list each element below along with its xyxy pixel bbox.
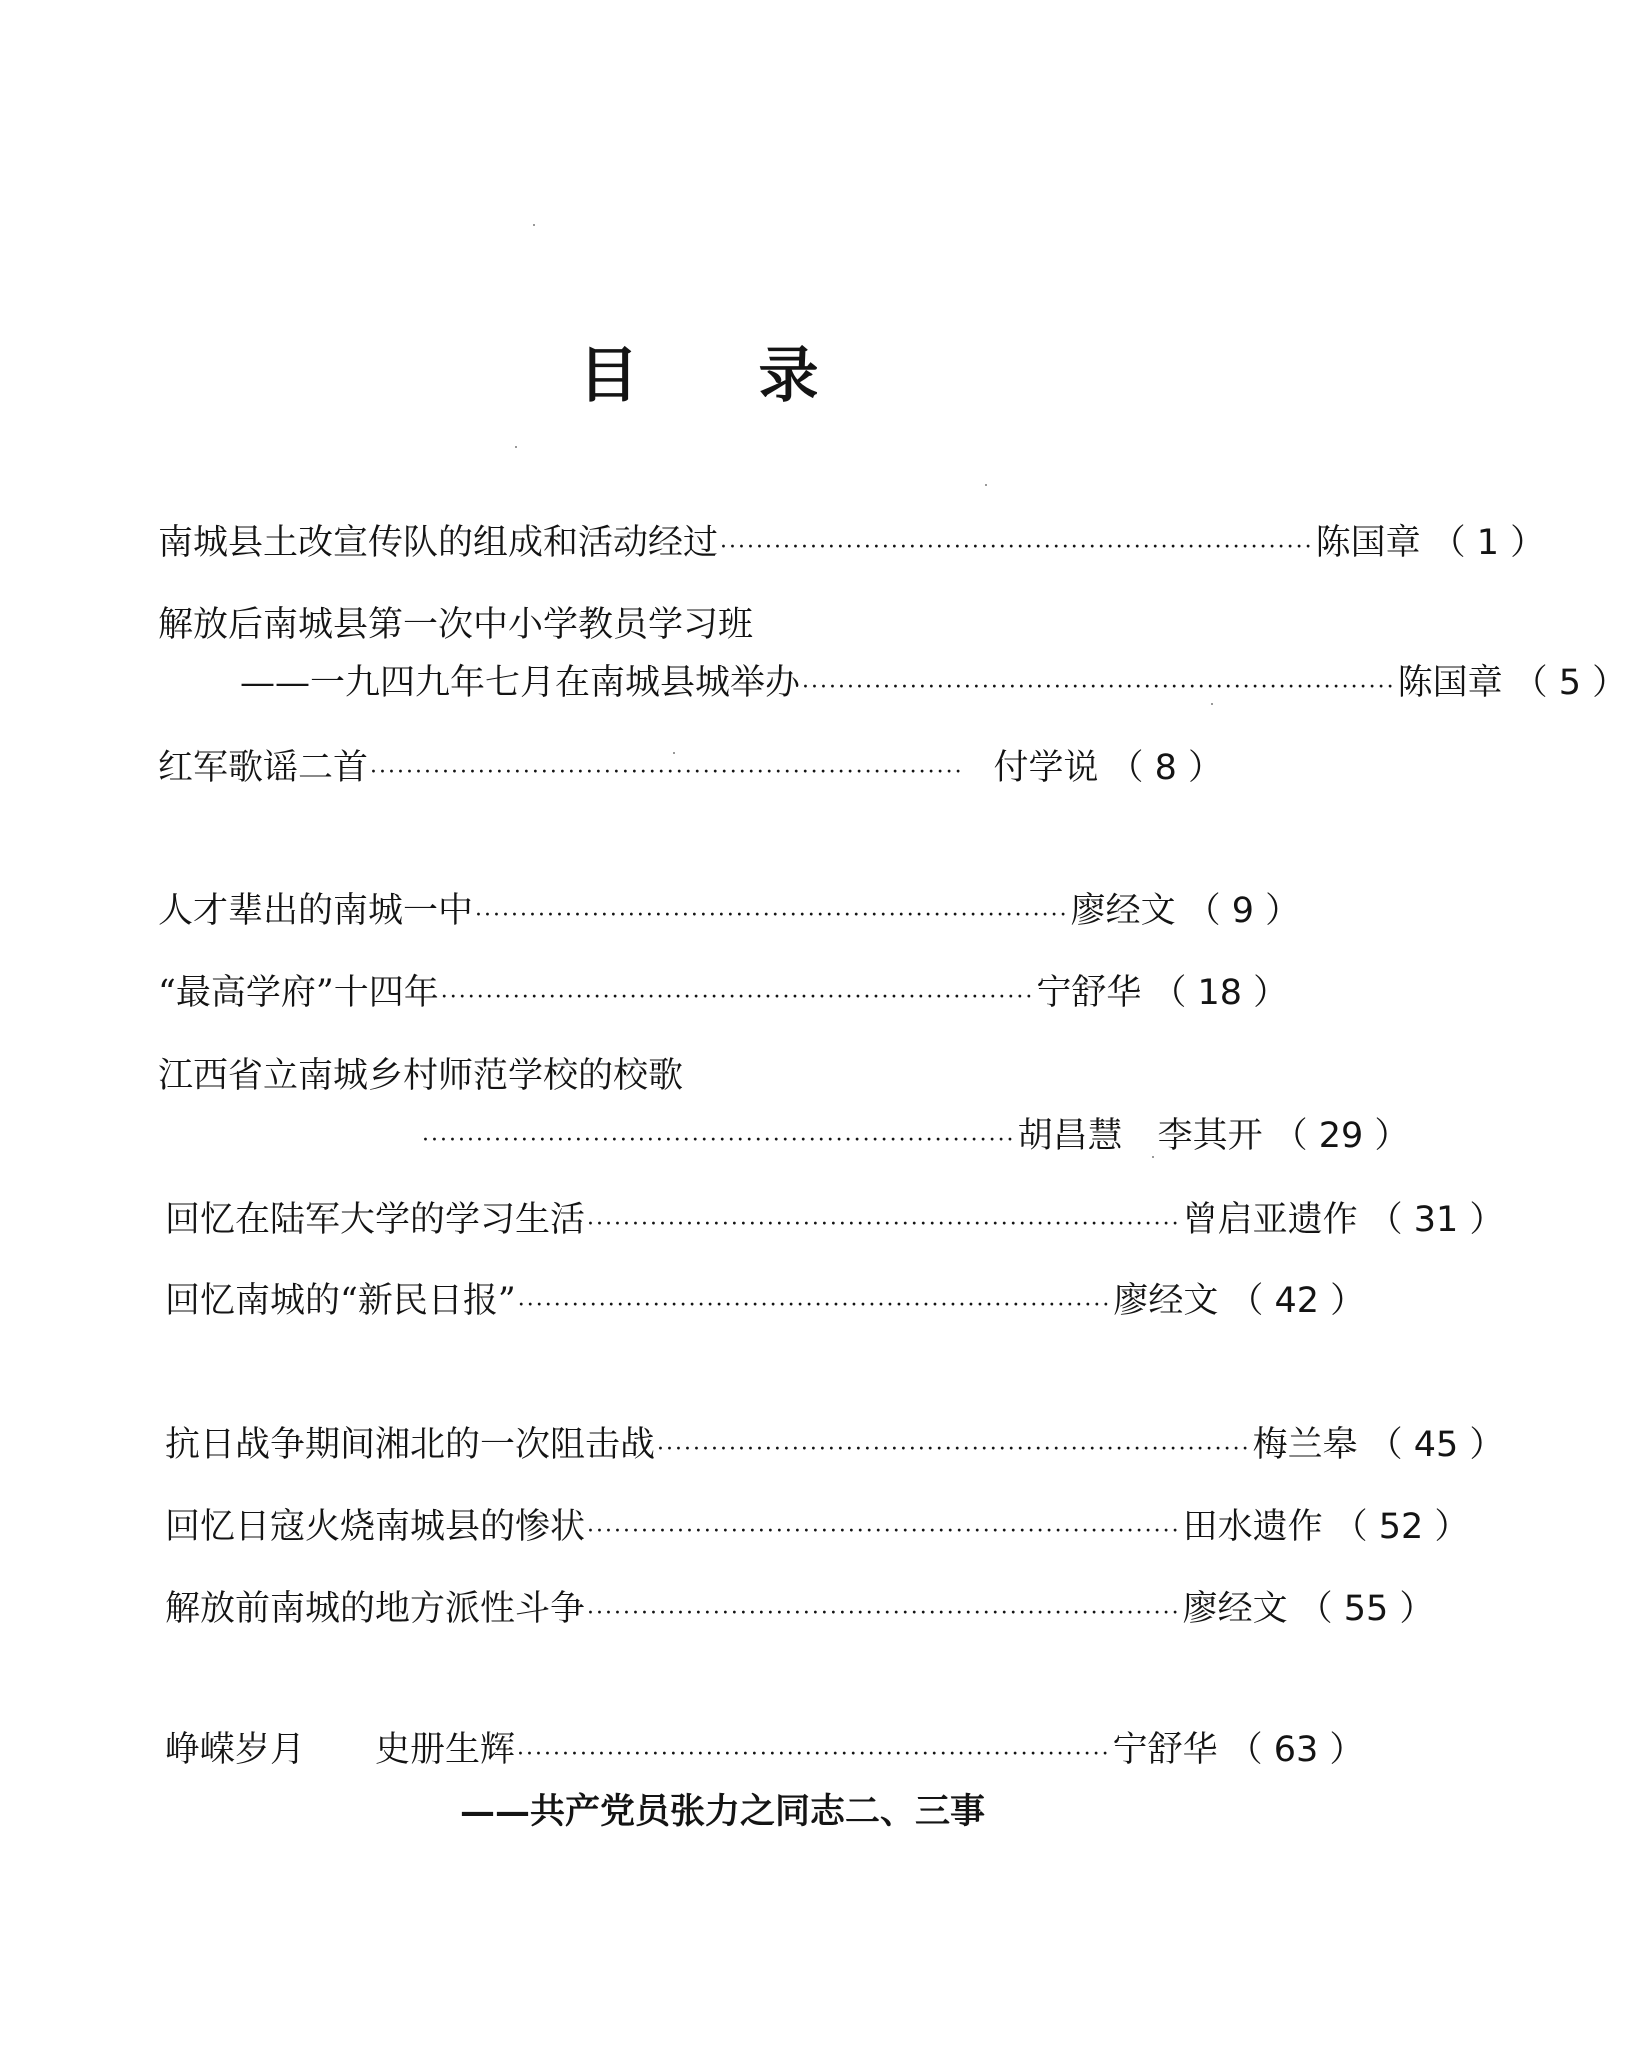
- scan-speck: [673, 752, 675, 754]
- entry-title: 南城县土改宣传队的组成和活动经过: [158, 523, 719, 563]
- entry-author: 宁舒华: [1112, 1730, 1218, 1770]
- toc-entry-4[interactable]: [158, 888, 1301, 939]
- entry-author: 陈国章: [1315, 523, 1421, 563]
- toc-entry-9[interactable]: [165, 1422, 1505, 1473]
- scan-speck: [533, 224, 535, 226]
- entry-author: 宁舒华: [1036, 973, 1142, 1013]
- title-char-1: 目: [578, 341, 639, 411]
- dot-leader: ··································································: [422, 1128, 1016, 1153]
- entry-author: 曾启亚遗作: [1182, 1200, 1358, 1240]
- entry-page: （ 18 ）: [1151, 973, 1289, 1013]
- entry-title: 解放前南城的地方派性斗争: [165, 1589, 586, 1629]
- toc-entry-5[interactable]: [158, 970, 1289, 1021]
- toc-entry-1[interactable]: [158, 520, 1546, 571]
- entry-page: （ 63 ）: [1227, 1730, 1365, 1770]
- entry-title: 回忆南城的“新民日报”: [165, 1281, 516, 1321]
- entry-author: 廖经文: [1182, 1589, 1288, 1629]
- entry-page: （ 1 ）: [1430, 523, 1546, 563]
- scan-speck: [985, 484, 987, 486]
- entry-author: 陈国章: [1397, 663, 1503, 703]
- toc-entry-6-title[interactable]: 江西省立南城乡村师范学校的校歌: [158, 1056, 684, 1096]
- scan-speck: [1211, 703, 1213, 705]
- entry-title: “最高学府”十四年: [158, 973, 439, 1013]
- toc-entry-10[interactable]: [165, 1504, 1470, 1555]
- dot-leader: ··································································: [517, 1293, 1112, 1318]
- entry-title: 回忆在陆军大学的学习生活: [165, 1200, 586, 1240]
- toc-entry-8[interactable]: [165, 1278, 1366, 1329]
- toc-entry-12[interactable]: [165, 1727, 1365, 1778]
- entry-page: （ 55 ）: [1297, 1589, 1435, 1629]
- entry-author: 廖经文: [1113, 1281, 1219, 1321]
- dot-leader: ··································································: [475, 903, 1069, 928]
- entry-author: 胡昌慧 李其开: [1017, 1116, 1263, 1156]
- entry-title: 红军歌谣二首: [158, 748, 369, 788]
- toc-entry-6[interactable]: [422, 1113, 1410, 1164]
- entry-page: （ 8 ）: [1108, 748, 1223, 788]
- dot-leader: ··································································: [587, 1601, 1181, 1626]
- scan-speck: [1152, 1156, 1154, 1158]
- page-title: [0, 328, 1397, 414]
- entry-title: 峥嵘岁月 史册生辉: [165, 1730, 516, 1770]
- entry-author: 付学说: [993, 748, 1099, 788]
- entry-title: 人才辈出的南城一中: [158, 891, 474, 931]
- title-char-2: 录: [758, 341, 819, 411]
- dot-leader: ··································································: [370, 760, 964, 785]
- entry-page: （ 31 ）: [1367, 1200, 1505, 1240]
- toc-entry-2-title[interactable]: 解放后南城县第一次中小学教员学习班: [158, 605, 754, 645]
- dot-leader: ··································································: [587, 1519, 1181, 1544]
- entry-title: 抗日战争期间湘北的一次阻击战: [165, 1425, 656, 1465]
- dot-leader: ··································································: [802, 675, 1396, 700]
- dot-leader: ··································································: [440, 985, 1035, 1010]
- toc-entry-12-subtitle: ——共产党员张力之同志二、三事: [460, 1791, 986, 1832]
- entry-author: 廖经文: [1070, 891, 1176, 931]
- entry-page: （ 45 ）: [1367, 1425, 1505, 1465]
- entry-page: （ 29 ）: [1272, 1116, 1410, 1156]
- toc-entry-7[interactable]: [165, 1197, 1505, 1248]
- dot-leader: ··································································: [720, 535, 1314, 560]
- entry-page: （ 42 ）: [1228, 1281, 1366, 1321]
- dot-leader: ··································································: [657, 1437, 1251, 1462]
- entry-author: 田水遗作: [1182, 1507, 1323, 1547]
- toc-entry-2[interactable]: [240, 660, 1627, 711]
- entry-subtitle: ——一九四九年七月在南城县城举办: [240, 663, 801, 703]
- entry-page: （ 5 ）: [1512, 663, 1627, 703]
- toc-entry-3[interactable]: [158, 745, 1223, 796]
- entry-title: 回忆日寇火烧南城县的惨状: [165, 1507, 586, 1547]
- dot-leader: ··································································: [517, 1742, 1111, 1767]
- scan-speck: [515, 446, 517, 448]
- dot-leader: ··································································: [587, 1212, 1181, 1237]
- entry-page: （ 9 ）: [1185, 891, 1301, 931]
- toc-entry-11[interactable]: [165, 1586, 1435, 1637]
- entry-author: 梅兰皋: [1252, 1425, 1358, 1465]
- entry-page: （ 52 ）: [1332, 1507, 1470, 1547]
